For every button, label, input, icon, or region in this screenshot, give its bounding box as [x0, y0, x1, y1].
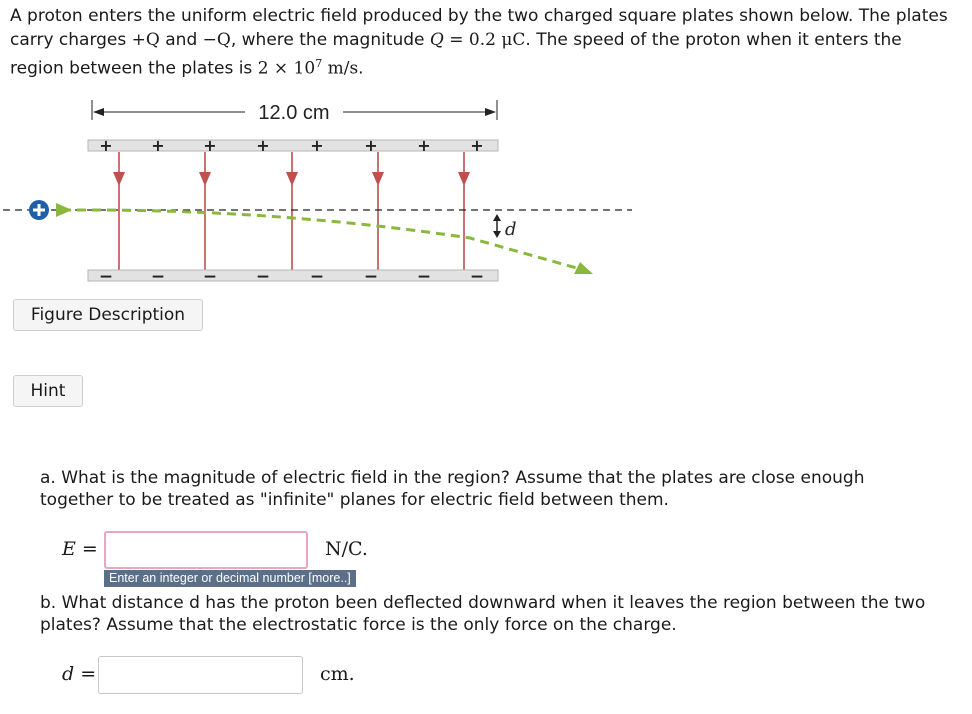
minus-sign: − [469, 267, 485, 287]
part-a-unit: N/C. [325, 538, 368, 560]
part-b-unit: cm. [320, 663, 355, 685]
question-intro [10, 4, 960, 81]
intro-text-1: A proton enters the uniform electric field produced by the two charged square plates shown below. The plates carry charges [10, 6, 948, 50]
field-lines [113, 152, 470, 270]
minus-sign: − [202, 267, 218, 287]
intro-text-3: , where the magnitude [230, 30, 430, 50]
plus-sign: + [256, 136, 270, 155]
plus-sign: + [310, 136, 324, 155]
part-a-equals: = [75, 538, 98, 560]
d-label: d [505, 219, 517, 240]
deflection-distance-input[interactable] [98, 656, 303, 694]
positive-plate [88, 140, 498, 151]
plus-sign: + [151, 136, 165, 155]
minus-sign: − [255, 267, 271, 287]
plus-sign: + [364, 136, 378, 155]
plus-sign: + [470, 136, 484, 155]
intro-text-2: and [159, 30, 203, 50]
intro-period: . [358, 58, 364, 79]
deflection-marker [493, 214, 517, 240]
charged-plates-figure [0, 92, 640, 292]
speed-exponent: 7 [315, 57, 323, 70]
part-b-equals: = [74, 663, 97, 685]
part-a-question: a. What is the magnitude of electric field in the region? Assume that the plates are close enough together to be treated as "infinite" planes for electric field between them. [40, 468, 865, 510]
proton-icon [29, 200, 49, 220]
intro-text-4: . The speed of the proton when it enters the region between the plates is [10, 30, 902, 79]
minus-sign: − [363, 267, 379, 287]
plus-sign: + [99, 136, 113, 155]
width-label: 12.0 cm [258, 102, 330, 124]
hint-button[interactable]: Hint [13, 375, 83, 407]
positive-charge-symbol: +Q [131, 30, 160, 50]
electric-field-input[interactable] [104, 531, 308, 569]
part-a-variable: E [62, 538, 76, 560]
minus-sign: − [309, 267, 325, 287]
part-a-label [62, 538, 98, 560]
negative-plate [88, 270, 498, 281]
part-b-variable: d [62, 663, 75, 685]
figure-description-button[interactable]: Figure Description [13, 299, 203, 331]
minus-sign: − [150, 267, 166, 287]
plus-sign: + [417, 136, 431, 155]
speed-unit: m/s [322, 58, 359, 79]
input-format-tooltip[interactable]: Enter an integer or decimal number [more..] [104, 570, 356, 587]
minus-sign: − [98, 267, 114, 287]
minus-sign: − [416, 267, 432, 287]
part-b-label [62, 663, 96, 685]
negative-charge-symbol: −Q [202, 30, 231, 50]
charge-magnitude-value: = 0.2 μC [443, 30, 526, 50]
charge-magnitude-symbol: Q [429, 30, 444, 50]
part-b-question: b. What distance d has the proton been deflected downward when it leaves the region between the two plates? Assume that the electrostatic force is the only force on the charge. [40, 593, 926, 635]
speed-value: 2 × 10 [257, 58, 316, 79]
width-dimension [92, 100, 497, 124]
plus-sign: + [203, 136, 217, 155]
